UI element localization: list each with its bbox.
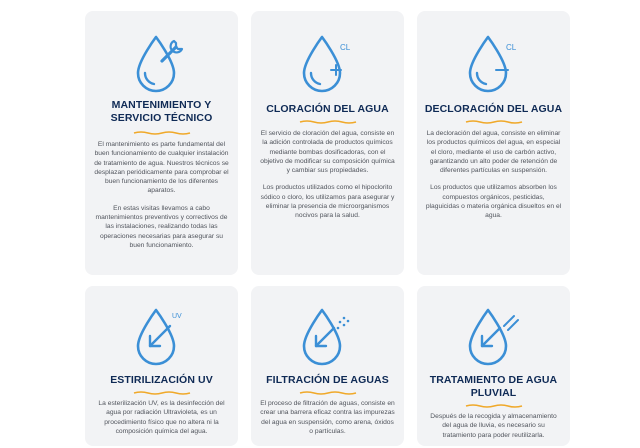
card-description <box>425 412 562 448</box>
water-drop-wrench-icon <box>132 31 192 95</box>
title-underline <box>133 130 191 136</box>
card-paragraph: En estas visitas llevamos a cabo mantenimientos preventivos y correctivos de las instalaciones, realizando todas las operaciones necesarias para asegurar su buen funcionamiento. <box>95 204 228 249</box>
card-description <box>93 140 230 258</box>
card-paragraph: El servicio de cloración del agua, consiste en la adición controlada de productos químicos mediante bombas dosificadoras, con el objetivo de modificar su composición química y cambiar sus propiedades. <box>260 130 395 175</box>
svg-text:UV: UV <box>171 313 182 320</box>
title-underline <box>299 390 357 396</box>
service-card-decloracion <box>417 11 570 275</box>
title-underline <box>465 119 523 125</box>
card-description <box>425 129 562 229</box>
service-card-agua-pluvial <box>417 286 570 446</box>
card-title: DECLORACIÓN DEL AGUA <box>424 103 563 115</box>
card-description <box>93 399 230 444</box>
service-card-mantenimiento <box>85 11 238 275</box>
card-title: FILTRACIÓN DE AGUAS <box>266 374 389 386</box>
card-paragraph: La decloración del agua, consiste en eliminar los productos químicos del agua, en especial el cloro, mediante el uso de carbón activo, garantizando un alto poder de retención de diferentes partículas en suspensión. <box>426 130 561 175</box>
service-card-cloracion <box>251 11 404 275</box>
card-paragraph: La esterilización UV, es la desinfección del agua por radiación Ultravioleta, es un procedimiento físico que no altera ni la composición química del agua. <box>98 400 225 435</box>
card-paragraph: Después de la recogida y almacenamiento del agua de lluvia, es necesario su tratamiento para poder reutilizarla. <box>430 413 557 439</box>
service-card-esterilizacion-uv <box>85 286 238 446</box>
card-paragraph: Los productos utilizados como el hipoclorito sódico o cloro, los utilizamos para asegurar y eliminar la presencia de microorganismos nocivos para la salud. <box>260 184 395 220</box>
card-title: TRATAMIENTO DE AGUA PLUVIAL <box>429 374 558 399</box>
water-drop-rain-icon <box>464 304 524 368</box>
card-title: MANTENIMIENTO Y SERVICIO TÉCNICO <box>110 99 213 124</box>
title-underline <box>133 390 191 396</box>
service-card-filtracion <box>251 286 404 446</box>
card-title: ESTIRILIZACIÓN UV <box>110 374 213 386</box>
card-paragraph: El proceso de filtración de aguas, consiste en crear una barrera eficaz contra las impurezas del agua en suspensión, como arena, óxidos o partículas. <box>260 400 395 435</box>
title-underline <box>465 403 523 409</box>
card-paragraph: El mantenimiento es parte fundamental del buen funcionamiento de cualquier instalación de tratamiento de agua. Nuestros técnicos se desplazan periódicamente para comprobar el buen funcionamiento de los diferentes aparatos. <box>94 141 229 195</box>
title-underline <box>299 119 357 125</box>
svg-text:CL: CL <box>339 43 350 52</box>
card-title: CLORACIÓN DEL AGUA <box>266 103 389 115</box>
water-drop-chlorine-plus-icon <box>298 31 358 95</box>
card-description <box>259 129 396 229</box>
water-drop-filter-icon <box>298 304 358 368</box>
water-drop-chlorine-minus-icon <box>464 31 524 95</box>
svg-text:CL: CL <box>505 43 516 52</box>
card-paragraph: Los productos que utilizamos absorben los compuestos orgánicos, pesticidas, plaguicidas o materia orgánica disueltos en el agua. <box>425 184 562 220</box>
water-drop-uv-icon <box>132 304 192 368</box>
card-description <box>259 399 396 444</box>
